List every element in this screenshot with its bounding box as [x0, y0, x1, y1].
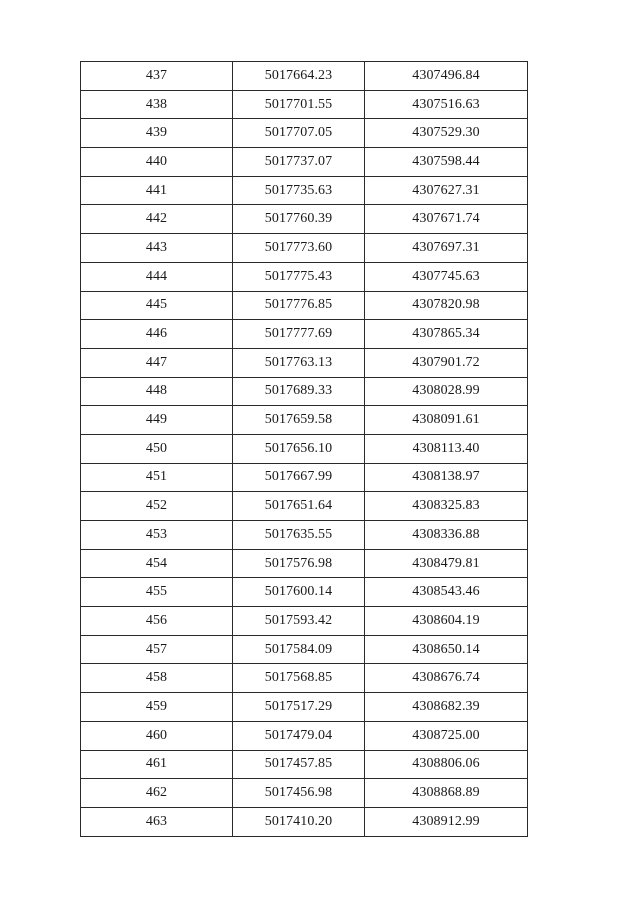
point-number-cell: 444: [81, 262, 233, 291]
x-coordinate-cell: 5017456.98: [233, 779, 365, 808]
coordinate-table-body: [81, 62, 528, 837]
y-coordinate-cell: 4307901.72: [365, 348, 528, 377]
table-row: [81, 635, 528, 664]
x-coordinate-cell: 5017773.60: [233, 234, 365, 263]
y-coordinate-cell: 4307671.74: [365, 205, 528, 234]
y-coordinate-cell: 4308325.83: [365, 492, 528, 521]
x-coordinate-cell: 5017689.33: [233, 377, 365, 406]
table-row: [81, 119, 528, 148]
x-coordinate-cell: 5017568.85: [233, 664, 365, 693]
point-number-cell: 452: [81, 492, 233, 521]
table-row: [81, 320, 528, 349]
x-coordinate-cell: 5017600.14: [233, 578, 365, 607]
point-number-cell: 460: [81, 721, 233, 750]
table-row: [81, 721, 528, 750]
table-row: [81, 234, 528, 263]
y-coordinate-cell: 4307598.44: [365, 148, 528, 177]
y-coordinate-cell: 4307865.34: [365, 320, 528, 349]
x-coordinate-cell: 5017635.55: [233, 521, 365, 550]
x-coordinate-cell: 5017701.55: [233, 90, 365, 119]
table-row: [81, 434, 528, 463]
table-row: [81, 291, 528, 320]
y-coordinate-cell: 4308336.88: [365, 521, 528, 550]
point-number-cell: 456: [81, 607, 233, 636]
point-number-cell: 453: [81, 521, 233, 550]
y-coordinate-cell: 4308604.19: [365, 607, 528, 636]
y-coordinate-cell: 4308676.74: [365, 664, 528, 693]
y-coordinate-cell: 4308682.39: [365, 693, 528, 722]
x-coordinate-cell: 5017707.05: [233, 119, 365, 148]
table-row: [81, 549, 528, 578]
y-coordinate-cell: 4307496.84: [365, 62, 528, 91]
point-number-cell: 462: [81, 779, 233, 808]
point-number-cell: 454: [81, 549, 233, 578]
x-coordinate-cell: 5017776.85: [233, 291, 365, 320]
x-coordinate-cell: 5017777.69: [233, 320, 365, 349]
x-coordinate-cell: 5017656.10: [233, 434, 365, 463]
y-coordinate-cell: 4307627.31: [365, 176, 528, 205]
point-number-cell: 447: [81, 348, 233, 377]
table-row: [81, 779, 528, 808]
table-row: [81, 90, 528, 119]
point-number-cell: 445: [81, 291, 233, 320]
point-number-cell: 455: [81, 578, 233, 607]
y-coordinate-cell: 4308912.99: [365, 807, 528, 836]
x-coordinate-cell: 5017479.04: [233, 721, 365, 750]
x-coordinate-cell: 5017659.58: [233, 406, 365, 435]
x-coordinate-cell: 5017584.09: [233, 635, 365, 664]
point-number-cell: 437: [81, 62, 233, 91]
table-row: [81, 521, 528, 550]
table-row: [81, 148, 528, 177]
point-number-cell: 463: [81, 807, 233, 836]
y-coordinate-cell: 4307516.63: [365, 90, 528, 119]
y-coordinate-cell: 4307697.31: [365, 234, 528, 263]
y-coordinate-cell: 4308543.46: [365, 578, 528, 607]
point-number-cell: 443: [81, 234, 233, 263]
table-row: [81, 807, 528, 836]
point-number-cell: 457: [81, 635, 233, 664]
y-coordinate-cell: 4307745.63: [365, 262, 528, 291]
y-coordinate-cell: 4308091.61: [365, 406, 528, 435]
table-row: [81, 262, 528, 291]
x-coordinate-cell: 5017517.29: [233, 693, 365, 722]
table-row: [81, 492, 528, 521]
table-row: [81, 377, 528, 406]
table-row: [81, 693, 528, 722]
x-coordinate-cell: 5017760.39: [233, 205, 365, 234]
table-row: [81, 348, 528, 377]
y-coordinate-cell: 4308725.00: [365, 721, 528, 750]
y-coordinate-cell: 4308868.89: [365, 779, 528, 808]
table-row: [81, 664, 528, 693]
y-coordinate-cell: 4308113.40: [365, 434, 528, 463]
point-number-cell: 438: [81, 90, 233, 119]
point-number-cell: 449: [81, 406, 233, 435]
point-number-cell: 458: [81, 664, 233, 693]
point-number-cell: 459: [81, 693, 233, 722]
table-row: [81, 578, 528, 607]
x-coordinate-cell: 5017735.63: [233, 176, 365, 205]
point-number-cell: 442: [81, 205, 233, 234]
table-row: [81, 607, 528, 636]
point-number-cell: 450: [81, 434, 233, 463]
y-coordinate-cell: 4308138.97: [365, 463, 528, 492]
table-row: [81, 205, 528, 234]
x-coordinate-cell: 5017737.07: [233, 148, 365, 177]
point-number-cell: 439: [81, 119, 233, 148]
table-row: [81, 176, 528, 205]
point-number-cell: 461: [81, 750, 233, 779]
x-coordinate-cell: 5017667.99: [233, 463, 365, 492]
point-number-cell: 446: [81, 320, 233, 349]
y-coordinate-cell: 4308650.14: [365, 635, 528, 664]
point-number-cell: 441: [81, 176, 233, 205]
x-coordinate-cell: 5017763.13: [233, 348, 365, 377]
x-coordinate-cell: 5017593.42: [233, 607, 365, 636]
x-coordinate-cell: 5017664.23: [233, 62, 365, 91]
x-coordinate-cell: 5017410.20: [233, 807, 365, 836]
y-coordinate-cell: 4308028.99: [365, 377, 528, 406]
y-coordinate-cell: 4307820.98: [365, 291, 528, 320]
coordinate-table: [80, 61, 528, 837]
point-number-cell: 448: [81, 377, 233, 406]
table-row: [81, 62, 528, 91]
x-coordinate-cell: 5017651.64: [233, 492, 365, 521]
x-coordinate-cell: 5017775.43: [233, 262, 365, 291]
x-coordinate-cell: 5017457.85: [233, 750, 365, 779]
y-coordinate-cell: 4308806.06: [365, 750, 528, 779]
point-number-cell: 440: [81, 148, 233, 177]
point-number-cell: 451: [81, 463, 233, 492]
table-row: [81, 750, 528, 779]
x-coordinate-cell: 5017576.98: [233, 549, 365, 578]
table-row: [81, 406, 528, 435]
y-coordinate-cell: 4307529.30: [365, 119, 528, 148]
table-row: [81, 463, 528, 492]
y-coordinate-cell: 4308479.81: [365, 549, 528, 578]
